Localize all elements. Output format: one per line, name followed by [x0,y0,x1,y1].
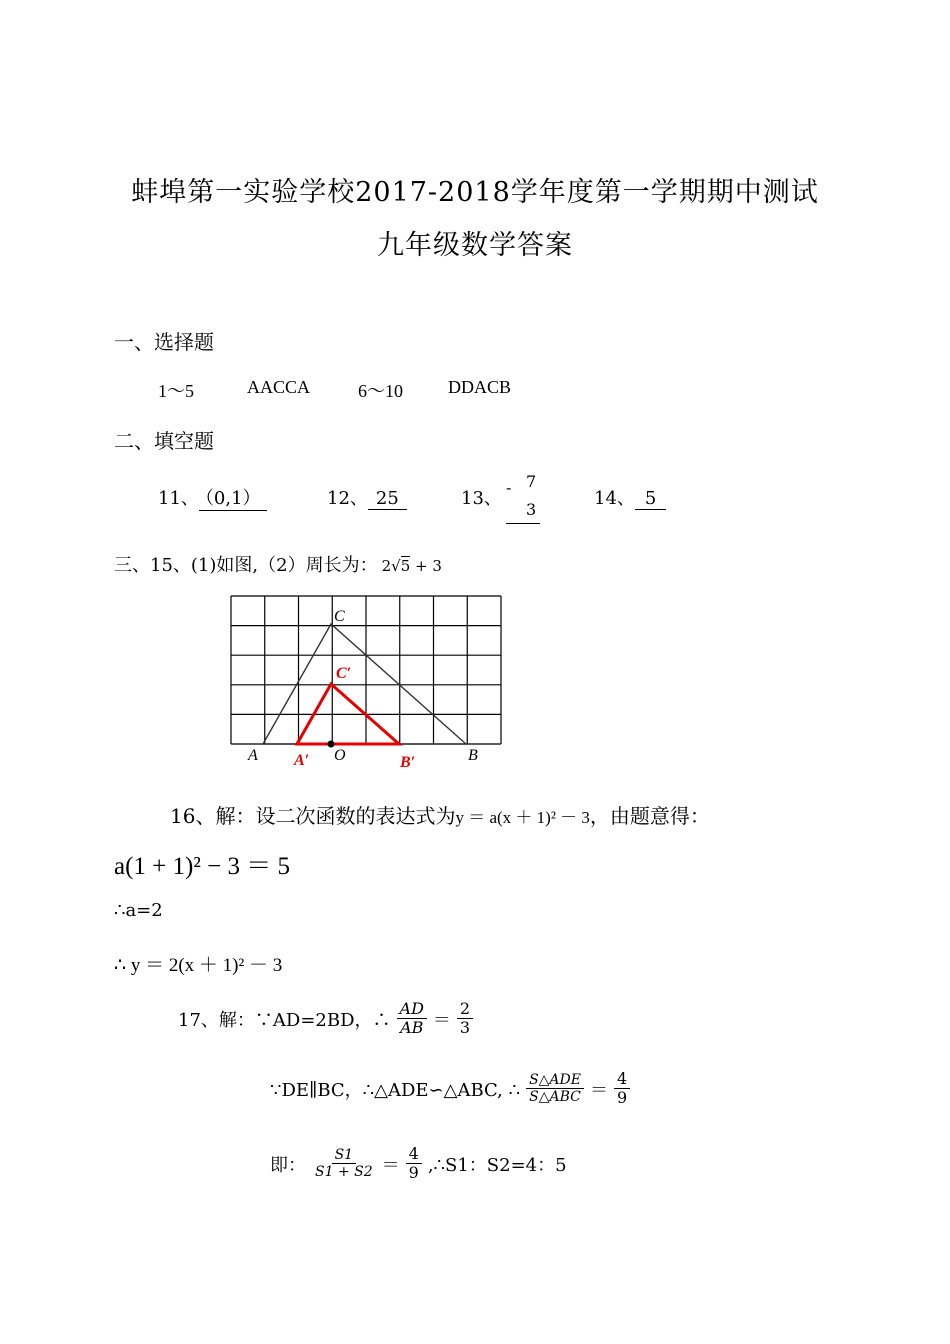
label-b-prime: B′ [400,754,416,771]
q17-line2 [270,1070,630,1108]
section1-heading: 一、选择题 [114,330,214,354]
page-subtitle: 九年级数学答案 [377,230,573,261]
frac-denominator: 3 [459,1018,471,1038]
q16-equation: a(1 + 1)² − 3 ＝ 5 [114,853,290,880]
mc-range-2: 6～10 [358,381,403,401]
q17-line2-prefix: ∵DE∥BC，∴△ADE∽△ABC, ∴ [270,1079,521,1101]
frac-numerator: S1 [332,1147,357,1164]
page-title: 蚌埠第一实验学校2017-2018学年度第一学期期中测试 [131,177,819,208]
q17-frac-s1-sum [312,1147,376,1180]
q15-text: 三、15、(1)如图,（2）周长为： [114,555,378,576]
q16-intro: 16、解：设二次函数的表达式为 [170,804,456,828]
label-b: B [468,747,478,764]
label-c-prime: C′ [336,665,352,682]
frac-numerator: AD [397,1000,427,1019]
q11-label: 11、 [158,488,199,509]
equals-sign: ＝ [381,1154,400,1176]
triangle-abc [263,624,466,744]
q17-ratio-2-3 [457,1000,473,1038]
q17-line1 [178,1000,473,1038]
q14-label: 14、 [594,488,635,509]
label-a-prime: A′ [294,752,310,769]
frac-numerator: S△ADE [526,1072,584,1089]
frac-numerator: 2 [457,1000,473,1019]
q12-label: 12、 [327,488,368,509]
q12-value: 25 [368,488,407,510]
q16-step-a: ∴a=2 [114,900,163,921]
label-o: O [334,747,346,764]
section2-heading: 二、填空题 [114,429,214,453]
mc-range-1: 1～5 [158,381,194,401]
q15-line [114,551,442,577]
q17-ratio-4-9 [614,1070,630,1108]
frac-denominator: 9 [408,1163,419,1183]
equals-sign: ＝ [432,1009,451,1031]
label-a: A [248,747,258,764]
q17-line3-tail: ,∴S1：S2=4：5 [427,1154,567,1176]
mc-answers-2: DDACB [448,377,512,397]
q14-answer [594,484,666,510]
q13-numerator: 7 [526,472,537,491]
q13-sign: - [506,478,512,497]
q13-underline [506,523,540,524]
sqrt-icon: √ [391,557,401,575]
q17-line1-prefix: 17、解：∵AD=2BD，∴ [178,1009,391,1031]
q17-line3 [270,1145,567,1183]
q15-radicand: 5 [400,557,411,575]
q15-tail: + 3 [415,557,442,575]
q17-frac-ad-ab [397,1000,427,1038]
mc-answers-1: AACCA [247,377,311,397]
q11-value: （0,1） [199,488,267,511]
frac-denominator: S1 + S2 [315,1164,373,1181]
q17-line3-prefix: 即： [270,1154,306,1176]
label-c: C [334,608,345,625]
q15-coef: 2 [381,557,392,575]
q13-label: 13、 [461,488,502,509]
q17-frac-area-ratio [526,1072,584,1105]
equals-sign: ＝ [589,1079,608,1101]
q16-intro-line [170,800,710,829]
q17-ratio-4-9b [406,1145,422,1183]
q15-perimeter [382,557,442,575]
triangle-grid-figure [230,595,503,773]
q16-tail: ，由题意得： [589,804,710,828]
q12-answer [327,484,407,510]
frac-denominator: S△ABC [529,1089,581,1106]
q16-formula: y ＝ a(x ＋ 1)² － 3 [455,808,590,827]
frac-denominator: 9 [616,1088,628,1108]
frac-numerator: 4 [614,1070,630,1089]
q16-result: ∴ y ＝ 2(x ＋ 1)² － 3 [114,955,283,976]
frac-denominator: AB [400,1018,424,1038]
frac-numerator: 4 [406,1145,422,1164]
grid-lines [231,596,501,744]
q13-denominator: 3 [526,500,537,519]
q14-value: 5 [635,488,666,510]
q11-answer [158,484,267,510]
